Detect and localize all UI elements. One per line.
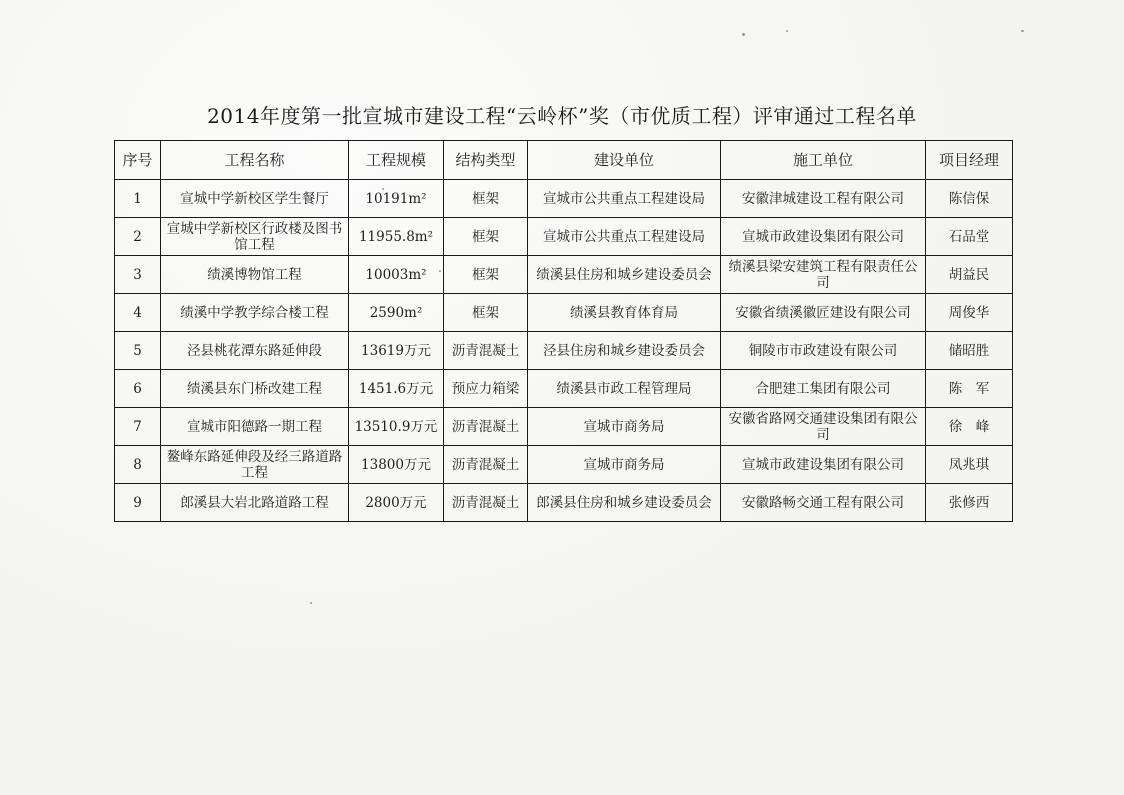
table-row [115, 256, 1013, 294]
cell-project-manager: 陈信保 [926, 180, 1013, 218]
cell-seq: 4 [115, 294, 161, 332]
cell-seq: 1 [115, 180, 161, 218]
project-list-table [114, 140, 1013, 522]
scan-speck [310, 602, 312, 604]
cell-contractor: 安徽省绩溪徽匠建设有限公司 [721, 294, 926, 332]
cell-structure-type: 框架 [444, 180, 528, 218]
cell-project-manager: 周俊华 [926, 294, 1013, 332]
cell-project-manager: 凤兆琪 [926, 446, 1013, 484]
cell-project-name: 宣城中学新校区行政楼及图书馆工程 [161, 218, 349, 256]
cell-project-name: 宣城中学新校区学生餐厅 [161, 180, 349, 218]
scan-speck [786, 30, 788, 32]
cell-project-scale: 2590m² [349, 294, 444, 332]
cell-structure-type: 沥青混凝土 [444, 332, 528, 370]
cell-seq: 9 [115, 484, 161, 522]
cell-project-scale: 13619万元 [349, 332, 444, 370]
cell-seq: 3 [115, 256, 161, 294]
cell-project-manager: 陈 军 [926, 370, 1013, 408]
header-structure-type: 结构类型 [444, 141, 528, 180]
cell-project-manager: 储昭胜 [926, 332, 1013, 370]
header-project-manager: 项目经理 [926, 141, 1013, 180]
cell-seq: 5 [115, 332, 161, 370]
table-row [115, 294, 1013, 332]
cell-builder: 宣城市公共重点工程建设局 [528, 218, 721, 256]
cell-contractor: 安徽津城建设工程有限公司 [721, 180, 926, 218]
cell-project-scale: 13510.9万元 [349, 408, 444, 446]
cell-contractor: 宣城市政建设集团有限公司 [721, 446, 926, 484]
cell-seq: 7 [115, 408, 161, 446]
cell-builder: 绩溪县教育体育局 [528, 294, 721, 332]
cell-project-name: 绩溪中学教学综合楼工程 [161, 294, 349, 332]
scan-speck [382, 188, 384, 190]
cell-contractor: 绩溪县梁安建筑工程有限责任公司 [721, 256, 926, 294]
cell-builder: 泾县住房和城乡建设委员会 [528, 332, 721, 370]
table-row [115, 446, 1013, 484]
table-row [115, 408, 1013, 446]
cell-project-scale: 13800万元 [349, 446, 444, 484]
table-header-row [115, 141, 1013, 180]
table-row [115, 180, 1013, 218]
table-row [115, 484, 1013, 522]
cell-project-name: 宣城市阳德路一期工程 [161, 408, 349, 446]
cell-structure-type: 预应力箱梁 [444, 370, 528, 408]
cell-project-name: 郎溪县大岩北路道路工程 [161, 484, 349, 522]
cell-structure-type: 框架 [444, 256, 528, 294]
cell-builder: 宣城市商务局 [528, 446, 721, 484]
cell-project-scale: 1451.6万元 [349, 370, 444, 408]
cell-project-scale: 2800万元 [349, 484, 444, 522]
cell-contractor: 铜陵市市政建设有限公司 [721, 332, 926, 370]
cell-builder: 郎溪县住房和城乡建设委员会 [528, 484, 721, 522]
cell-project-manager: 胡益民 [926, 256, 1013, 294]
cell-contractor: 宣城市政建设集团有限公司 [721, 218, 926, 256]
cell-structure-type: 沥青混凝土 [444, 446, 528, 484]
table-row [115, 218, 1013, 256]
header-builder: 建设单位 [528, 141, 721, 180]
scan-speck [1021, 30, 1024, 32]
cell-project-manager: 石品堂 [926, 218, 1013, 256]
cell-project-manager: 张修西 [926, 484, 1013, 522]
scan-speck [742, 33, 745, 36]
cell-builder: 绩溪县市政工程管理局 [528, 370, 721, 408]
cell-seq: 6 [115, 370, 161, 408]
cell-structure-type: 框架 [444, 218, 528, 256]
cell-project-name: 泾县桃花潭东路延伸段 [161, 332, 349, 370]
header-contractor: 施工单位 [721, 141, 926, 180]
cell-structure-type: 框架 [444, 294, 528, 332]
cell-structure-type: 沥青混凝土 [444, 484, 528, 522]
cell-contractor: 安徽省路网交通建设集团有限公司 [721, 408, 926, 446]
table-row [115, 332, 1013, 370]
cell-contractor: 合肥建工集团有限公司 [721, 370, 926, 408]
cell-builder: 绩溪县住房和城乡建设委员会 [528, 256, 721, 294]
cell-project-name: 鳌峰东路延伸段及经三路道路工程 [161, 446, 349, 484]
header-seq: 序号 [115, 141, 161, 180]
header-project-scale: 工程规模 [349, 141, 444, 180]
cell-project-name: 绩溪博物馆工程 [161, 256, 349, 294]
scan-speck [439, 270, 441, 272]
cell-seq: 8 [115, 446, 161, 484]
header-project-name: 工程名称 [161, 141, 349, 180]
table-row [115, 370, 1013, 408]
cell-contractor: 安徽路畅交通工程有限公司 [721, 484, 926, 522]
cell-builder: 宣城市商务局 [528, 408, 721, 446]
cell-project-scale: 10003m² [349, 256, 444, 294]
cell-structure-type: 沥青混凝土 [444, 408, 528, 446]
cell-project-scale: 10191m² [349, 180, 444, 218]
cell-builder: 宣城市公共重点工程建设局 [528, 180, 721, 218]
document-title: 2014年度第一批宣城市建设工程“云岭杯”奖（市优质工程）评审通过工程名单 [207, 104, 917, 128]
cell-project-manager: 徐 峰 [926, 408, 1013, 446]
cell-project-scale: 11955.8m² [349, 218, 444, 256]
cell-project-name: 绩溪县东门桥改建工程 [161, 370, 349, 408]
cell-seq: 2 [115, 218, 161, 256]
